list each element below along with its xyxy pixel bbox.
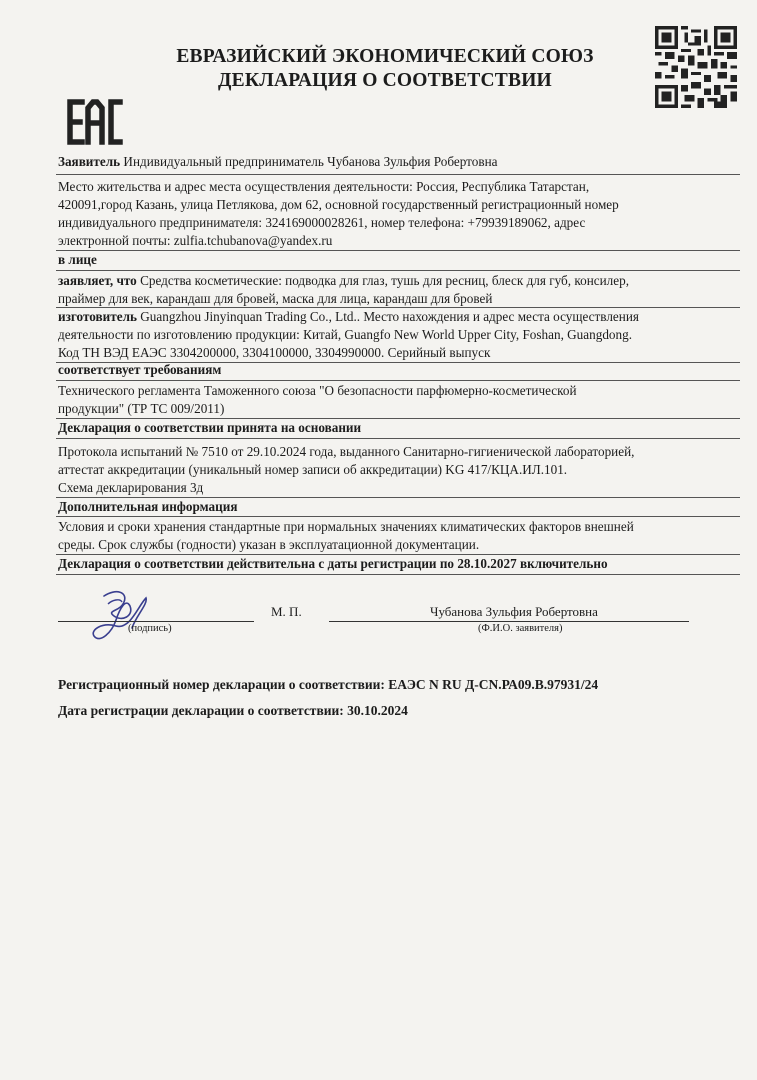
declares-section bbox=[58, 272, 738, 308]
manufacturer-label: изготовитель bbox=[58, 309, 137, 324]
validity-text: Декларация о соответствии действительна с даты регистрации по 28.10.2027 включительно bbox=[58, 556, 608, 571]
basis-heading: Декларация о соответствии принята на основании bbox=[58, 420, 362, 435]
manufacturer-line: Guangzhou Jinyinquan Trading Co., Ltd.. Место нахождения и адрес места осуществления bbox=[140, 309, 639, 324]
registration-date: Дата регистрации декларации о соответствии: 30.10.2024 bbox=[58, 703, 408, 718]
applicant-line bbox=[58, 153, 738, 171]
union-title: ЕВРАЗИЙСКИЙ ЭКОНОМИЧЕСКИЙ СОЮЗ bbox=[176, 46, 594, 67]
additional-line: Условия и сроки хранения стандартные при нормальных значениях климатических факторов внешней bbox=[58, 519, 634, 534]
requirements-line: Технического регламента Таможенного союза "О безопасности парфюмерно-косметической bbox=[58, 383, 577, 398]
basis-line: Схема декларирования 3д bbox=[58, 480, 204, 495]
manufacturer-line: Код ТН ВЭД ЕАЭС 3304200000, 3304100000, 3304990000. Серийный выпуск bbox=[58, 345, 491, 360]
handwritten-signature bbox=[86, 586, 156, 648]
signature-line bbox=[58, 621, 254, 622]
in-person-label: в лице bbox=[58, 252, 97, 267]
manufacturer-section bbox=[58, 308, 738, 362]
registration-number: Регистрационный номер декларации о соответствии: ЕАЭС N RU Д-CN.РА09.В.97931/24 bbox=[58, 677, 599, 692]
address-line: индивидуального предпринимателя: 324169000028261, номер телефона: +79939189062, адрес bbox=[58, 215, 586, 230]
qr-code-icon bbox=[655, 26, 737, 108]
requirements-line: продукции" (ТР ТС 009/2011) bbox=[58, 401, 225, 416]
declaration-title: ДЕКЛАРАЦИЯ О СООТВЕТСТВИИ bbox=[218, 70, 552, 91]
name-line bbox=[329, 621, 689, 622]
signature-caption: (подпись) bbox=[128, 623, 172, 634]
divider bbox=[56, 380, 740, 381]
divider bbox=[56, 438, 740, 439]
basis-line: Протокола испытаний № 7510 от 29.10.2024 года, выданного Санитарно-гигиенической лабораторией, bbox=[58, 444, 635, 459]
address-line: электронной почты: zulfia.tchubanova@yandex.ru bbox=[58, 233, 333, 248]
stamp-place-label: М. П. bbox=[271, 604, 302, 619]
additional-text bbox=[58, 518, 738, 554]
basis-text bbox=[58, 443, 738, 497]
divider bbox=[56, 516, 740, 517]
additional-line: среды. Срок службы (годности) указан в эксплуатационной документации. bbox=[58, 537, 480, 552]
eac-logo-icon bbox=[66, 96, 124, 148]
declares-label: заявляет, что bbox=[58, 273, 137, 288]
applicant-name: Индивидуальный предприниматель Чубанова Зульфия Робертовна bbox=[123, 154, 498, 169]
requirements-heading: соответствует требованиям bbox=[58, 362, 222, 377]
product-line: Средства косметические: подводка для глаз, тушь для ресниц, блеск для губ, консилер, bbox=[140, 273, 629, 288]
product-line: праймер для век, карандаш для бровей, маска для лица, карандаш для бровей bbox=[58, 291, 493, 306]
applicant-label: Заявитель bbox=[58, 154, 121, 169]
address-line: Место жительства и адрес места осуществления деятельности: Россия, Республика Татарстан, bbox=[58, 179, 590, 194]
additional-heading: Дополнительная информация bbox=[58, 499, 238, 514]
divider bbox=[56, 574, 740, 575]
basis-line: аттестат аккредитации (уникальный номер записи об аккредитации) KG 417/КЦА.ИЛ.101. bbox=[58, 462, 568, 477]
address-line: 420091,город Казань, улица Петлякова, дом 62, основной государственный регистрационный номер bbox=[58, 197, 619, 212]
divider bbox=[56, 270, 740, 271]
applicant-signature-name: Чубанова Зульфия Робертовна bbox=[430, 604, 598, 619]
applicant-address bbox=[58, 178, 738, 250]
divider bbox=[56, 174, 740, 175]
name-caption: (Ф.И.О. заявителя) bbox=[478, 623, 563, 634]
manufacturer-line: деятельности по изготовлению продукции: Китай, Guangfo New World Upper City, Foshan, Guangdong. bbox=[58, 327, 632, 342]
requirements-text bbox=[58, 382, 738, 418]
